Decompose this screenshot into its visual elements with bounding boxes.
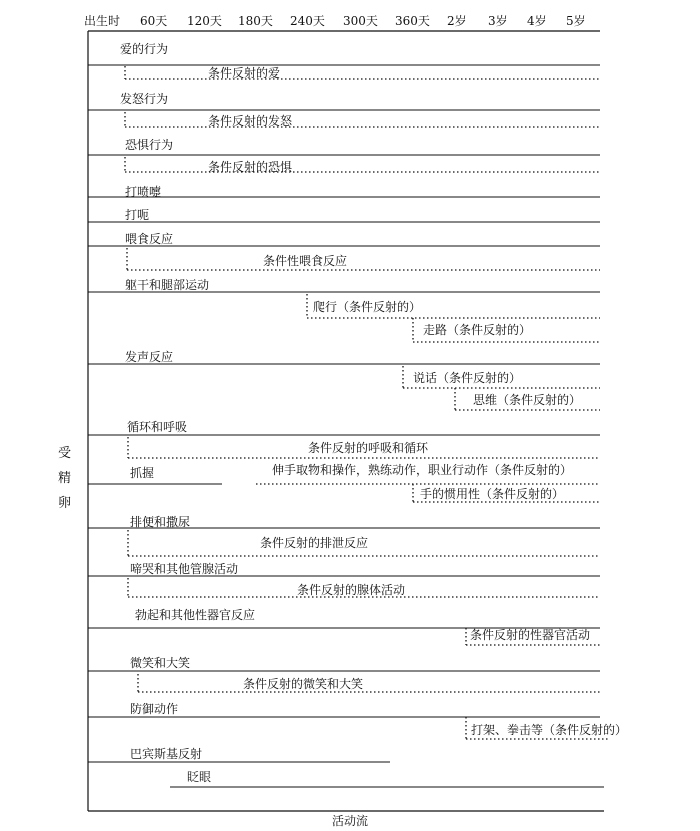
section-title-crying: 啼哭和其他管腺活动 xyxy=(130,562,239,576)
side-label-char-3: 卵 xyxy=(58,496,72,511)
header-col-360d: 360天 xyxy=(395,14,430,28)
header-col-240d: 240天 xyxy=(290,14,325,28)
section-title-babinski: 巴宾斯基反射 xyxy=(130,747,203,761)
header-col-5y: 5岁 xyxy=(566,14,586,28)
sub-label-respiration: 条件反射的呼吸和循环 xyxy=(308,441,429,455)
section-title-sneeze: 打喷嚏 xyxy=(125,185,162,199)
sub-label-thinking: 思维（条件反射的） xyxy=(473,393,582,407)
section-title-hiccup: 打呃 xyxy=(125,208,150,222)
sub-label-fear: 条件反射的恐惧 xyxy=(208,160,293,174)
header-col-300d: 300天 xyxy=(343,14,378,28)
sub-label-love: 条件反射的爱 xyxy=(208,66,281,80)
header-col-60d: 60天 xyxy=(140,14,168,28)
sub-label-anger: 条件反射的发怒 xyxy=(208,114,293,128)
sub-label-smile: 条件反射的微笑和大笑 xyxy=(243,677,364,691)
section-title-erection: 勃起和其他性器官反应 xyxy=(135,608,256,622)
header-col-4y: 4岁 xyxy=(527,14,547,28)
header-col-birth: 出生时 xyxy=(84,14,121,28)
section-title-love: 爱的行为 xyxy=(120,42,169,56)
header-col-120d: 120天 xyxy=(187,14,222,28)
section-title-smile: 微笑和大笑 xyxy=(130,656,191,670)
section-title-grasp: 抓握 xyxy=(130,466,155,480)
section-title-trunk-legs: 躯干和腿部运动 xyxy=(125,278,210,292)
sub-label-crawling: 爬行（条件反射的） xyxy=(313,300,422,314)
section-title-excretion: 排便和撒尿 xyxy=(130,515,191,529)
section-title-anger: 发怒行为 xyxy=(120,92,169,106)
section-title-circulation: 循环和呼吸 xyxy=(127,420,188,434)
sub-label-glands: 条件反射的腺体活动 xyxy=(297,583,406,597)
sub-label-fighting: 打架、拳击等（条件反射的） xyxy=(471,723,628,737)
sub-label-sex-organs: 条件反射的性器官活动 xyxy=(470,628,591,642)
side-label-char-2: 精 xyxy=(58,471,72,486)
section-title-feeding: 喂食反应 xyxy=(125,232,174,246)
sub-label-speech: 说话（条件反射的） xyxy=(413,371,522,385)
header-col-180d: 180天 xyxy=(238,14,273,28)
sub-label-feeding: 条件性喂食反应 xyxy=(263,254,348,268)
section-title-vocal: 发声反应 xyxy=(125,350,174,364)
diagram-caption: 活动流 xyxy=(331,814,368,828)
section-title-blink: 眨眼 xyxy=(187,770,212,784)
sub-label-handedness: 手的惯用性（条件反射的） xyxy=(420,487,565,501)
section-title-fear: 恐惧行为 xyxy=(125,138,174,152)
sub-label-walking: 走路（条件反射的） xyxy=(423,323,532,337)
header-col-3y: 3岁 xyxy=(488,14,508,28)
sub-label-excretion: 条件反射的排泄反应 xyxy=(260,536,369,550)
side-label-char-1: 受 xyxy=(58,446,72,461)
section-title-defense: 防御动作 xyxy=(130,702,179,716)
header-col-2y: 2岁 xyxy=(447,14,467,28)
sub-label-reaching: 伸手取物和操作，熟练动作，职业行动作（条件反射的） xyxy=(272,463,573,477)
